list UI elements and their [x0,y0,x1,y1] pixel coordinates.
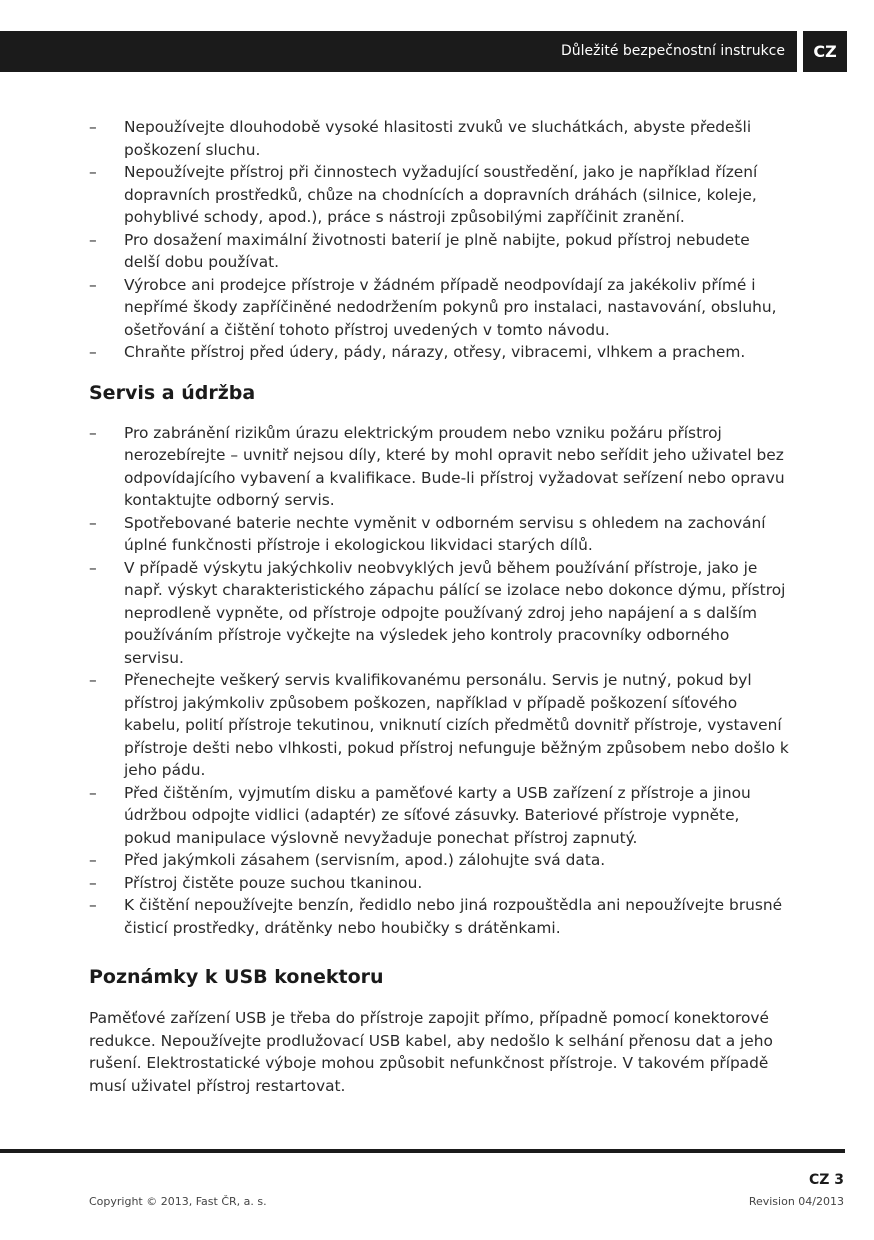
list-item-text: Přenechejte veškerý servis kvalifikovanému personálu. Servis je nutný, pokud byl přístroj jakýmkoliv způsobem poškozen, například v případě poškození síťového kabelu, polití přístroje tekutinou, vniknutí cizích předmětů dovnitř přístroje, vystavení přístroje dešti nebo vlhkosti, pokud přístroj nefunguje běžným způsobem nebo došlo k jeho pádu. [124,671,789,779]
copyright-text: Copyright © 2013, Fast ČR, a. s. [89,1195,267,1208]
service-list [89,422,789,940]
list-item [89,422,789,512]
header-bar [0,31,797,72]
dash-mark: – [89,851,97,869]
list-item [89,341,789,364]
dash-mark: – [89,671,97,689]
list-item-text: Výrobce ani prodejce přístroje v žádném případě neodpovídají za jakékoliv přímé i nepřímé škody zapříčiněné nedodržením pokynů pro instalaci, nastavování, obsluhu, ošetřování a čištění tohoto přístroj uvedených v tomto návodu. [124,275,777,339]
list-item [89,161,789,229]
list-item [89,894,789,939]
usb-paragraph: Paměťové zařízení USB je třeba do přístroje zapojit přímo, případně pomocí konektorové redukce. Nepoužívejte prodlužovací USB kabel, aby nedošlo k selhání přenosu dat a jeho rušení. Elektrostatické výboje mohou způsobit nefunkčnost přístroje. V takovém případě musí uživatel přístroj restartovat. [89,1009,773,1095]
list-item [89,557,789,670]
dash-mark: – [89,343,97,361]
dash-mark: – [89,230,97,249]
list-item-text: Před čištěním, vyjmutím disku a paměťové karty a USB zařízení z přístroje a jinou údržbou odpojte vidlici (adaptér) ze síťové zásuvky. Bateriové přístroje vypněte, pokud manipulace výslovně nevyžaduje ponechat přístroj zapnutý. [124,783,751,847]
dash-mark: – [89,896,97,914]
list-item-text: Nepoužívejte přístroj při činnostech vyžadující soustředění, jako je například řízení dopravních prostředků, chůze na chodnících a dopravních dráhách (silnice, koleje, pohyblivé schody, apod.), práce s nástroji způsobilými zapříčinit zranění. [124,163,758,226]
list-item [89,782,789,850]
list-item-text: Spotřebované baterie nechte vyměnit v odborném servisu s ohledem na zachování úplné funkčnosti přístroje i ekologickou likvidaci starých dílů. [124,513,766,554]
dash-mark: – [89,783,97,802]
main-content [89,116,789,1097]
dash-mark: – [89,513,97,532]
list-item-text: Pro dosažení maximální životnosti baterií je plně nabijte, pokud přístroj nebudete delší dobu používat. [124,230,750,271]
language-badge: CZ [803,31,847,72]
list-item-text: V případě výskytu jakýchkoliv neobvyklých jevů během používání přístroje, jako je např. výskyt charakteristického zápachu pálící se izolace nebo dokonce dýmu, přístroj neprodleně vypněte, od přístroje odpojte používaný zdroj jeho napájení a s dalším používáním přístroje vyčkejte na výsledek jeho kontroly pracovníky odborného servisu. [124,558,786,667]
list-item-text: Pro zabránění rizikům úrazu elektrickým proudem nebo vzniku požáru přístroj nerozebírejte – uvnitř nejsou díly, které by mohl opravit nebo seřídit jeho uživatel bez odpovídajícího vybavení a kvalifikace. Bude-li přístroj vyžadovat seřízení nebo opravu kontaktujte odborný servis. [124,423,785,509]
list-item [89,669,789,782]
header-title: Důležité bezpečnostní instrukce [560,43,785,59]
list-item [89,274,789,342]
page-number: CZ 3 [808,1172,844,1188]
dash-mark: – [89,275,97,294]
dash-mark: – [89,163,97,181]
list-item [89,872,789,895]
revision-text: Revision 04/2013 [748,1195,844,1208]
footer-divider [0,1149,845,1153]
list-item-text: K čištění nepoužívejte benzín, ředidlo nebo jiná rozpouštědla ani nepoužívejte brusné čisticí prostředky, drátěnky nebo houbičky s drátěnkami. [124,896,783,937]
list-item [89,849,789,872]
section-heading-usb: Poznámky k USB konektoru [89,966,384,988]
dash-mark: – [89,423,97,442]
list-item-text: Přístroj čistěte pouze suchou tkaninou. [124,873,423,892]
dash-mark: – [89,873,97,892]
section-heading-service: Servis a údržba [89,381,256,404]
list-item-text: Chraňte přístroj před údery, pády, nárazy, otřesy, vibracemi, vlhkem a prachem. [124,343,746,361]
list-item [89,512,789,557]
list-item-text: Nepoužívejte dlouhodobě vysoké hlasitosti zvuků ve sluchátkách, abyste předešli poškození sluchu. [124,118,752,159]
safety-list [89,116,789,364]
list-item [89,116,789,161]
dash-mark: – [89,558,97,577]
list-item [89,229,789,274]
dash-mark: – [89,118,97,136]
list-item-text: Před jakýmkoli zásahem (servisním, apod.) zálohujte svá data. [124,851,606,869]
